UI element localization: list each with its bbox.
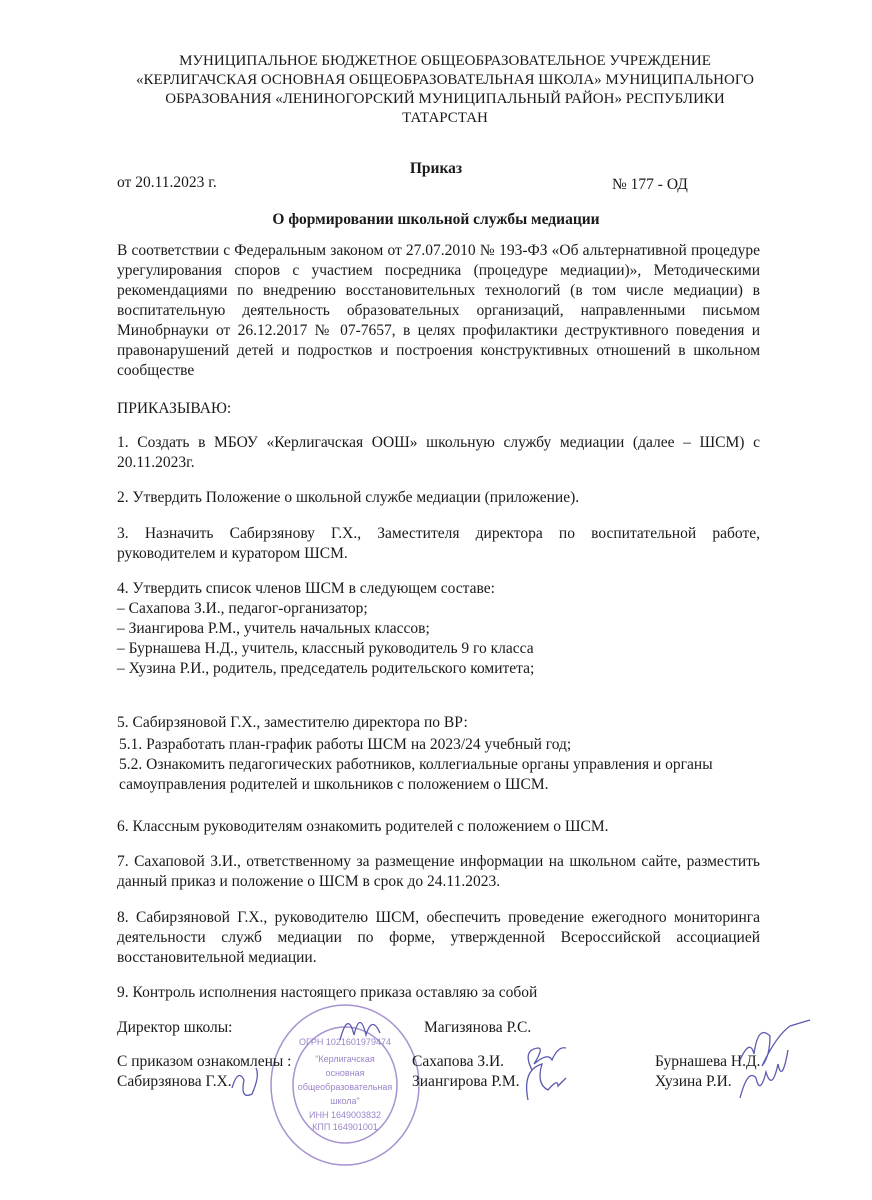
member: – Хузина Р.И., родитель, председатель родительского комитета; (117, 660, 535, 677)
order-date: от 20.11.2023 г. (117, 174, 217, 191)
svg-text:"Керлигачская: "Керлигачская (315, 1054, 375, 1064)
signer-name: Сахапова З.И. (412, 1053, 505, 1070)
signature-sakhapova (528, 1048, 566, 1070)
header-line: МУНИЦИПАЛЬНОЕ БЮДЖЕТНОЕ ОБЩЕОБРАЗОВАТЕЛЬНОЕ УЧРЕЖДЕНИЕ (179, 53, 711, 69)
order-number: № 177 - ОД (612, 176, 688, 193)
signer-name: Бурнашева Н.Д. (655, 1053, 761, 1070)
school-stamp (265, 1000, 425, 1170)
item-4 (117, 579, 760, 679)
member: – Сахапова З.И., педагог-организатор; (117, 600, 368, 617)
svg-text:ОГРН 1021601979474: ОГРН 1021601979474 (299, 1037, 391, 1047)
ack-label: С приказом ознакомлены : (117, 1053, 292, 1070)
member: – Бурнашева Н.Д., учитель, классный руководитель 9 го класса (117, 640, 534, 657)
svg-text:общеобразовательная: общеобразовательная (297, 1082, 393, 1092)
header-line: ТАТАРСТАН (402, 110, 488, 126)
member: – Зиангирова Р.М., учитель начальных классов; (117, 620, 430, 637)
item-7: 7. Сахаповой З.И., ответственному за размещение информации на школьном сайте, разместить данный приказ и положение о ШСМ в срок до 24.11.2023. (117, 853, 760, 890)
signature-sabirzyanova (232, 1068, 257, 1095)
order-title: О формировании школьной службы медиации (272, 211, 600, 228)
item-4-text: 4. Утвердить список членов ШСМ в следующем составе: (117, 580, 495, 597)
item-3: 3. Назначить Сабирзянову Г.Х., Заместителя директора по воспитательной работе, руководителем и куратором ШСМ. (117, 525, 760, 562)
item-2: 2. Утвердить Положение о школьной службе медиации (приложение). (117, 489, 580, 506)
preamble: В соответствии с Федеральным законом от 27.07.2010 № 193-ФЗ «Об альтернативной процедуре урегулирования споров с участием посредника (процедуре медиации)», Методическими рекомендациями по внедрению восстановительных технологий (в том числе медиации) в воспитательную деятельность образовательных организаций, направленными письмом Минобрнауки от 26.12.2017 № 07-7657, в целях профилактики деструктивного поведения и правонарушений детей и подростков и построения конструктивных отношений в школьном сообществе (117, 242, 760, 379)
header-line: ОБРАЗОВАНИЯ «ЛЕНИНОГОРСКИЙ МУНИЦИПАЛЬНЫЙ РАЙОН» РЕСПУБЛИКИ (165, 91, 725, 107)
director-name: Магизянова Р.С. (424, 1019, 532, 1036)
item-5-2: 5.2. Ознакомить педагогических работников, коллегиальные органы управления и органы самоуправления родителей и школьников с положением о ШСМ. (119, 756, 713, 793)
item-5 (117, 713, 760, 795)
director-label: Директор школы: (117, 1019, 233, 1036)
signer-name: Хузина Р.И. (655, 1073, 732, 1090)
decree-heading: ПРИКАЗЫВАЮ: (117, 400, 232, 417)
header-line: «КЕРЛИГАЧСКАЯ ОСНОВНАЯ ОБЩЕОБРАЗОВАТЕЛЬНАЯ ШКОЛА» МУНИЦИПАЛЬНОГО (136, 72, 754, 88)
item-8: 8. Сабирзяновой Г.Х., руководителю ШСМ, обеспечить проведение ежегодного мониторинга деятельности служб медиации по форме, утвержденной Всероссийской ассоциацией восстановительной медиации. (117, 909, 760, 966)
signer-name: Зиангирова Р.М. (412, 1073, 520, 1090)
svg-text:КПП 164901001: КПП 164901001 (312, 1122, 378, 1132)
signature-ziangirova (527, 1064, 566, 1100)
svg-text:ИНН 1649003832: ИНН 1649003832 (308, 1110, 382, 1120)
svg-text:основная: основная (325, 1068, 365, 1078)
item-5-1: 5.1. Разработать план-график работы ШСМ на 2023/24 учебный год; (119, 736, 572, 753)
item-9: 9. Контроль исполнения настоящего приказа оставляю за собой (117, 984, 538, 1001)
signer-name: Сабирзянова Г.Х. (117, 1073, 232, 1090)
svg-text:школа": школа" (330, 1096, 360, 1106)
item-1: 1. Создать в МБОУ «Керлигачская ООШ» школьную службу медиации (далее – ШСМ) с 20.11.2023г. (117, 434, 760, 471)
item-6: 6. Классным руководителям ознакомить родителей с положением о ШСМ. (117, 818, 609, 835)
institution-header (100, 52, 790, 128)
order-type: Приказ (409, 160, 463, 177)
item-5-text: 5. Сабирзяновой Г.Х., заместителю директора по ВР: (117, 714, 468, 731)
